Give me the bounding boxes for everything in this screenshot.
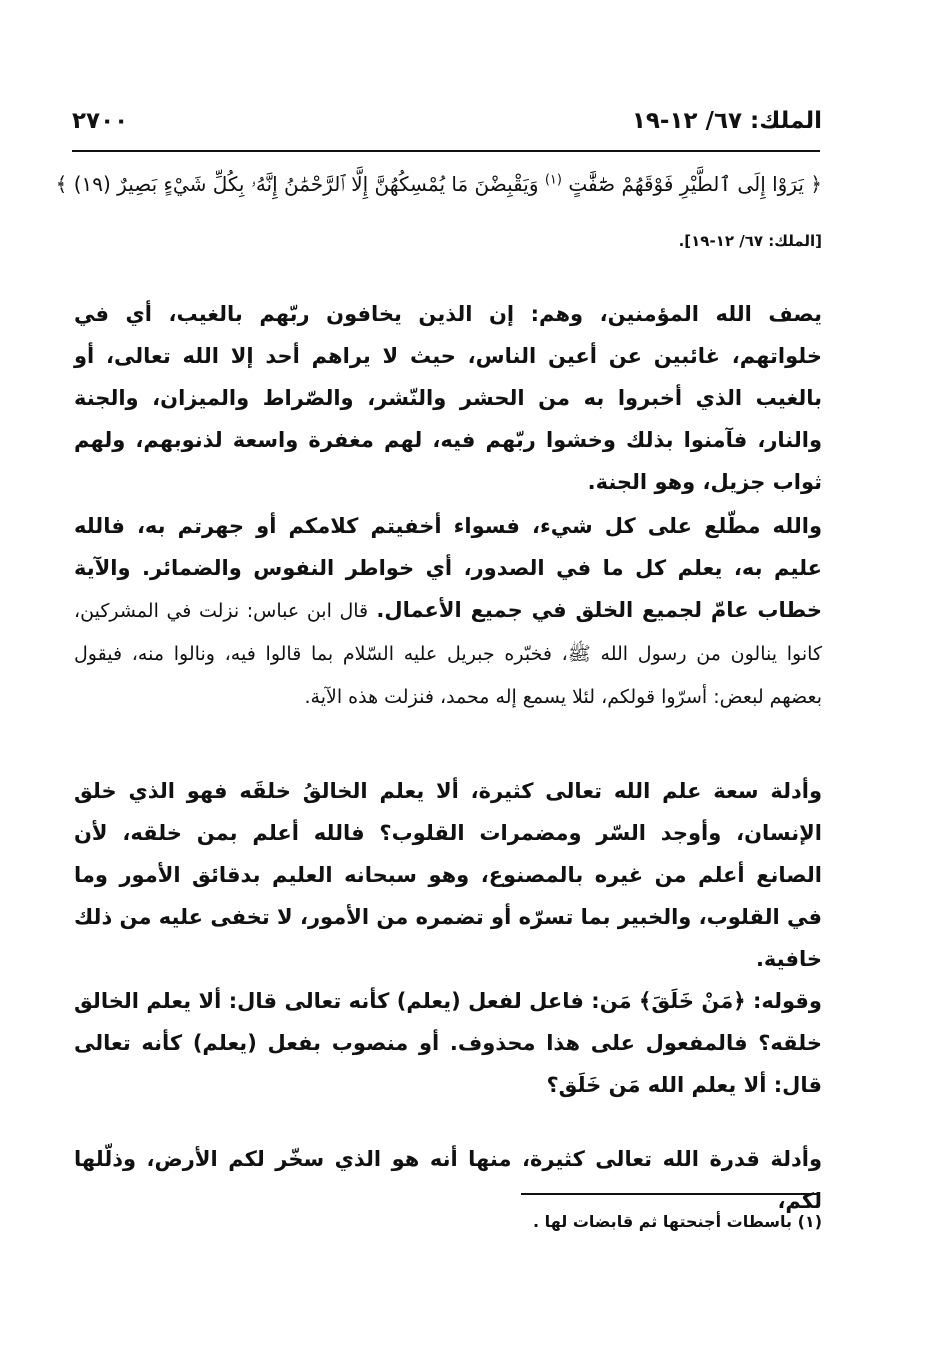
paragraph-revelation-cause: قال ابن عباس: نزلت في المشركين، كانوا ينالون من رسول الله ﷺ، فخبّره جبريل عليه السّلام بما قالوا فيه، ونالوا منه، فيقول بعضهم لبعض: أسرّوا قولكم، لئلا يسمع إله محمد، فنزلت هذه الآية.: [74, 600, 822, 708]
footnote-marker: (١): [544, 172, 562, 188]
verse-close-bracket: ﴾: [55, 172, 68, 196]
footnote: (١) باسطات أجنحتها ثم قابضات لها .: [533, 1212, 822, 1231]
page-number: ٢٧٠٠: [72, 108, 129, 134]
running-header-surah-ref: الملك: ٦٧/ ١٢-١٩: [631, 108, 822, 134]
quran-verse: [55, 172, 822, 212]
verse-text-part1: يَرَوْا إِلَى ٱلطَّيْرِ فَوْقَهُمْ صَٰٓفَّٰتٍ: [568, 172, 804, 196]
verse-open-bracket: ﴿: [810, 172, 822, 196]
paragraph-believers: يصف الله المؤمنين، وهم: إن الذين يخافون ربّهم بالغيب، أي في خلواتهم، غائبين عن أعين الناس، حيث لا يراهم أحد إلا الله تعالى، أو بالغيب الذي أخبروا به من الحشر والنّشر، والصّراط والميزان، والجنة والنار، فآمنوا بذلك وخشوا ربّهم فيه، لهم مغفرة واسعة لذنوبهم، ولهم ثواب جزيل، وهو الجنة.: [74, 302, 822, 494]
paragraph-evidence-power: وأدلة قدرة الله تعالى كثيرة، منها أنه هو الذي سخّر لكم الأرض، وذلّلها لكم،: [74, 1147, 822, 1213]
paragraph-knowledge: [74, 505, 822, 718]
paragraph-grammar-note: وقوله: ﴿مَنْ خَلَقَ﴾ مَن: فاعل لفعل (يعلم) كأنه تعالى قال: ألا يعلم الخالق خلقه؟ فالمفعول على هذا محذوف. أو منصوب بفعل (يعلم) كأنه تعالى قال: ألا يعلم الله مَن خَلَق؟: [74, 989, 822, 1097]
verse-text-part2: وَيَقْبِضْنَ مَا يُمْسِكُهُنَّ إِلَّا ٱلرَّحْمَٰنُ إِنَّهُۥ بِكُلِّ شَيْءٍ بَصِيرٌ: [117, 172, 539, 196]
header-divider: [72, 150, 820, 152]
paragraph-knowledge-bold: والله مطّلع على كل شيء، فسواء أخفيتم كلامكم أو جهرتم به، فالله عليم به، يعلم كل ما في الصدور، أي خواطر النفوس والضمائر. والآية خطاب عامّ لجميع الخلق في جميع الأعمال.: [74, 514, 822, 622]
paragraph-evidence-knowledge: وأدلة سعة علم الله تعالى كثيرة، ألا يعلم الخالقُ خلقَه فهو الذي خلق الإنسان، وأوجد السّر ومضمرات القلوب؟ فالله أعلم بمن خلقه، لأن الصانع أعلم من غيره بالمصنوع، وهو سبحانه العليم بدقائق الأمور وما في القلوب، والخبير بما تسرّه أو تضمره من الأمور، لا تخفى عليه من ذلك خافية.: [74, 779, 822, 971]
verse-reference: [الملك: ٦٧/ ١٢-١٩].: [678, 232, 822, 250]
footnote-divider: [521, 1193, 820, 1195]
ayah-number-medallion: (١٩): [73, 172, 111, 196]
